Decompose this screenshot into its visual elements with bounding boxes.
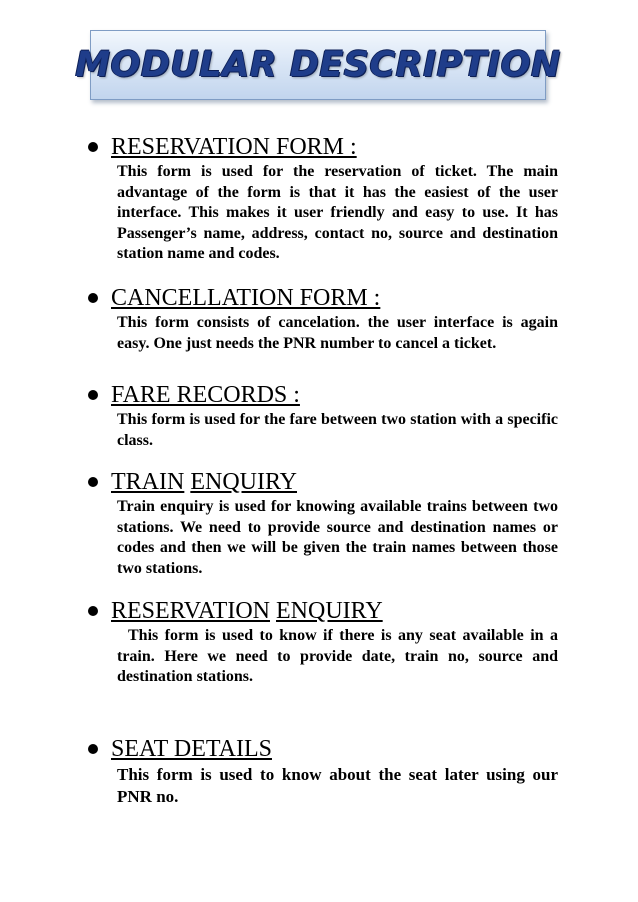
section-heading-text-part1: TRAIN [111,469,185,495]
section-body: This form is used for the reservation of ticket. The main advantage of the form is that it has the easiest of the user interface. This makes it user friendly and easy to use. It has Passenger’s name, address, contact no, source and destination station name and codes. [117,163,558,263]
bullet-icon [88,744,98,754]
section-cancellation-form [88,284,558,354]
title-banner [75,30,561,100]
section-heading [88,284,558,312]
section-heading [88,133,558,161]
section-reservation-enquiry [88,597,558,688]
section-body: This form consists of cancelation. the user interface is again easy. One just needs the PNR number to cancel a ticket. [117,314,558,352]
section-heading [88,381,558,409]
section-heading-text: FARE RECORDS : [111,382,300,408]
section-heading [88,597,558,625]
section-heading-text-part2: ENQUIRY [190,469,297,495]
section-body: This form is used to know if there is any seat available in a train. Here we need to provide date, train no, source and destination stations. [117,627,558,686]
bullet-icon [88,606,98,616]
bullet-icon [88,390,98,400]
page-title: MODULAR DESCRIPTION [75,45,561,85]
section-heading-text: SEAT DETAILS [111,736,272,762]
bullet-icon [88,477,98,487]
section-heading-text: RESERVATION FORM : [111,134,357,160]
section-heading-text: CANCELLATION FORM : [111,285,381,311]
section-body: This form is used to know about the seat later using our PNR no. [117,765,558,806]
section-body: This form is used for the fare between two station with a specific class. [117,411,558,449]
section-heading [88,735,558,763]
bullet-icon [88,142,98,152]
section-seat-details [88,735,558,808]
section-body: Train enquiry is used for knowing available trains between two stations. We need to provide source and destination names or codes and then we will be given the train names between those two stations. [117,498,558,577]
bullet-icon [88,293,98,303]
section-reservation-form [88,133,558,265]
section-heading [88,468,558,496]
section-heading-text-part2: ENQUIRY [276,598,383,624]
section-train-enquiry [88,468,558,579]
section-heading-text-part1: RESERVATION [111,598,270,624]
section-fare-records [88,381,558,451]
